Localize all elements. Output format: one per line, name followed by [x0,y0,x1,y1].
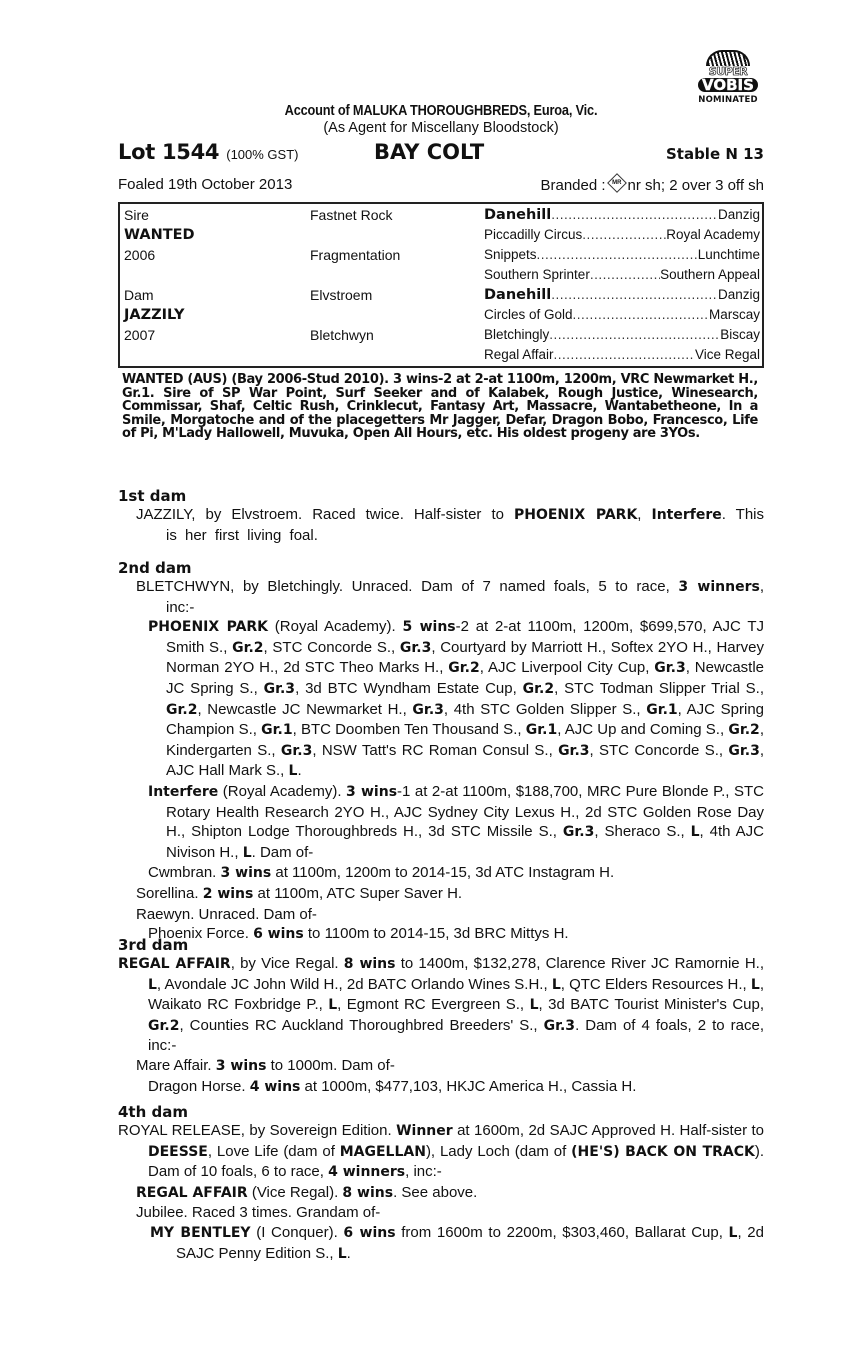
progeny-raewyn: Raewyn. Unraced. Dam of- [136,905,317,923]
logo-super-text: SUPER [708,65,748,78]
second-dam-section [118,560,764,945]
logo-nominated-text: NOMINATED [698,95,758,105]
vendor-agent: (As Agent for Miscellany Bloodstock) [323,120,559,136]
horse-description: BAY COLT [374,140,485,164]
gst-note: (100% GST) [226,147,299,162]
vendor-account: Account of MALUKA THOROUGHBREDS, Euroa, Vic. [284,103,598,119]
dam-label: Dam [124,287,154,303]
foaled-date: Foaled 19th October 2013 [118,176,293,193]
progeny-dragon-horse: Dragon Horse. 4 wins at 1000m, $477,103, HKJC America H., Cassia H. [148,1077,637,1095]
dam-dam: Bletchwyn [310,327,374,343]
dam-name: JAZZILY [124,307,185,323]
progeny-sorellina: Sorellina. 2 wins at 1100m, ATC Super Saver H. [136,884,463,902]
logo-vobis-text: VOBIS [698,78,758,92]
grandparent-row: Danehill ..... Danzig [484,205,760,225]
progeny-interfere: Interfere (Royal Academy). 3 wins-1 at 2-at 1100m, $188,700, MRC Pure Blonde P., STC Rotary Health Research 2YO H., AJC Sydney City Lexus H., 2d STC Golden Rose Day H., Shipton Lodge Thoroughbreds H., 3d STC Missile S., Gr.3, Sheraco S., L, 4th AJC Nivison H., L. Dam of- [148,782,764,861]
dam-sire: Elvstroem [310,287,373,303]
third-dam-text: REGAL AFFAIR, by Vice Regal. 8 wins to 1400m, $132,278, Clarence River JC Ramornie H., L, Avondale JC John Wild H., 2d BATC Orlando Wines S.H., L, QTC Elders Resources H., L, Waikato RC Foxbridge P., L, Egmont RC Evergreen S., L, 3d BATC Tourist Minister's Cup, Gr.2, Counties RC Auckland Thoroughbred Breeders' S., Gr.3. Dam of 4 foals, 2 to race, inc:- [118,955,764,1055]
grandparent-row: Regal Affair ..... Vice Regal [484,345,760,365]
first-dam-text: JAZZILY, by Elvstroem. Raced twice. Half-sister to PHOENIX PARK, Interfere. This is her first living foal. [136,506,764,544]
sire-sire: Fastnet Rock [310,207,393,223]
grandparent-row: Circles of Gold ..... Marscay [484,305,760,325]
grandparent-row: Bletchingly ..... Biscay [484,325,760,345]
sire-name: WANTED [124,227,195,243]
section-heading: 2nd dam [118,559,192,577]
dam-year: 2007 [124,327,156,343]
section-heading: 1st dam [118,487,187,505]
stable-location: Stable N 13 [665,145,764,163]
grandparent-row: Danehill ..... Danzig [484,285,760,305]
lot-number [118,140,298,164]
third-dam-section [118,937,764,1097]
section-heading: 4th dam [118,1103,188,1121]
sire-label: Sire [124,207,149,223]
progeny-cwmbran: Cwmbran. 3 wins at 1100m, 1200m to 2014-15, 3d ATC Instagram H. [148,864,615,882]
progeny-jubilee: Jubilee. Raced 3 times. Grandam of- [136,1204,381,1222]
lot-label: Lot 1544 [118,140,220,164]
progeny-regal-affair: REGAL AFFAIR (Vice Regal). 8 wins. See above. [136,1183,478,1201]
branded-info [540,176,764,194]
sire-dam: Fragmentation [310,247,401,263]
fourth-dam-section [118,1104,764,1264]
grandparent-row: Southern Sprinter ..... Southern Appeal [484,265,760,285]
pedigree-table [118,202,764,368]
lot-row [118,140,764,168]
first-dam-section [118,488,764,545]
sire-year: 2006 [124,247,156,263]
sun-rays-icon [706,50,750,66]
second-dam-intro: BLETCHWYN, by Bletchingly. Unraced. Dam of 7 named foals, 5 to race, 3 winners, inc:- [136,578,765,616]
grandparent-row: Snippets ..... Lunchtime [484,245,760,265]
branded-label: Branded : [540,177,606,194]
progeny-mare-affair: Mare Affair. 3 wins to 1000m. Dam of- [136,1056,395,1074]
sire-description: WANTED (AUS) (Bay 2006-Stud 2010). 3 wins-2 at 2-at 1100m, 1200m, VRC Newmarket H., Gr.1. Sire of SP War Point, Surf Seeker and of Kalabek, Rough Justice, Winesearch, Commissar, Shaf, Celtic Rush, Crinklecut, Fantasy Art, Massacre, Wantabetheone, In a Smile, Morgatoche and of the placegetters Mr Jagger, Defar, Dragon Bobo, Francesco, Life of Pi, M'Lady Hallowell, Muvuka, Open All Hours, etc. His oldest progeny are 3YOs. [122,372,758,442]
branded-text: nr sh; 2 over 3 off sh [627,177,764,194]
brand-diamond-icon: MR [607,173,627,193]
progeny-phoenix-park: PHOENIX PARK (Royal Academy). 5 wins-2 at 2-at 1100m, 1200m, $699,570, AJC TJ Smith S., Gr.2, STC Concorde S., Gr.3, Courtyard by Marriott H., Softex 2YO H., Harvey Norman 2YO H., 2d STC Theo Marks H., Gr.2, AJC Liverpool City Cup, Gr.3, Newcastle JC Spring S., Gr.3, 3d BTC Wyndham Estate Cup, Gr.2, STC Todman Slipper Trial S., Gr.2, Newcastle JC Newmarket H., Gr.3, 4th STC Golden Slipper S., Gr.1, AJC Spring Champion S., Gr.1, BTC Doomben Ten Thousand S., Gr.1, AJC Up and Coming S., Gr.2, Kindergarten S., Gr.3, NSW Tatt's RC Roman Consul S., Gr.3, STC Concorde S., Gr.3, AJC Hall Mark S., L. [148,618,765,780]
super-vobis-nominated-logo [686,50,770,106]
progeny-phoenix-force: Phoenix Force. 6 wins to 1100m to 2014-15, 3d BRC Mittys H. [148,925,569,943]
section-heading: 3rd dam [118,936,189,954]
fourth-dam-text: ROYAL RELEASE, by Sovereign Edition. Winner at 1600m, 2d SAJC Approved H. Half-sister to DEESSE, Love Life (dam of MAGELLAN), Lady Loch (dam of (HE'S) BACK ON TRACK). Dam of 10 foals, 6 to race, 4 winners, inc:- [118,1122,764,1181]
progeny-my-bentley: MY BENTLEY (I Conquer). 6 wins from 1600m to 2200m, $303,460, Ballarat Cup, L, 2d SAJC Penny Edition S., L. [150,1223,764,1262]
grandparent-row: Piccadilly Circus ..... Royal Academy [484,225,760,245]
